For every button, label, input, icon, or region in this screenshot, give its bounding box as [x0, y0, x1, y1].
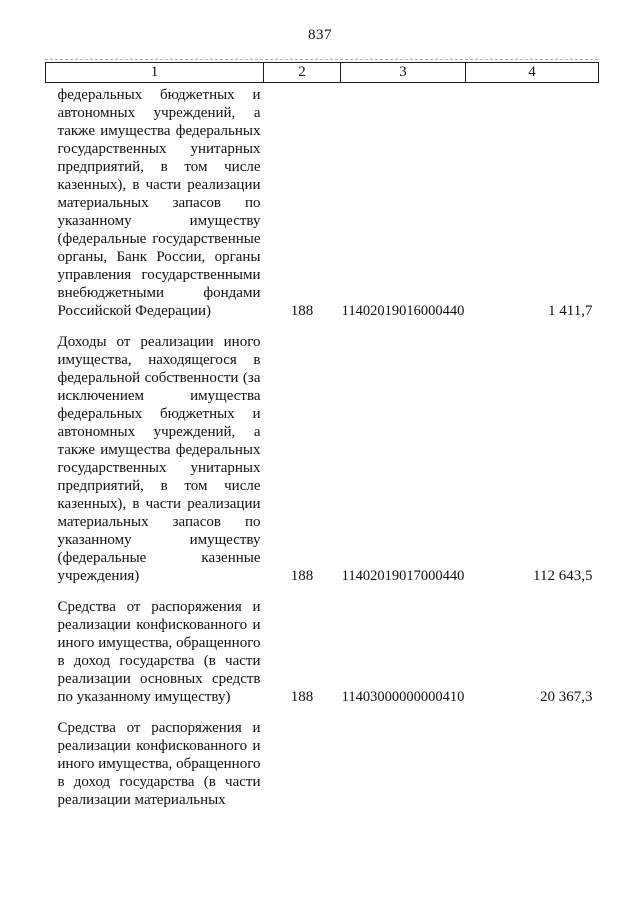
- column-header-1: 1: [46, 63, 264, 83]
- table-row: [46, 320, 599, 585]
- admin-code-cell: [264, 706, 341, 809]
- scan-artifact-line: [45, 59, 598, 60]
- revenue-name-cell: Средства от распоряжения и реализации конфискованного и иного имущества, обращенного в доход государства (в части реализации материальных: [57, 720, 261, 808]
- amount-cell: [466, 706, 599, 809]
- table-header-row: [46, 63, 599, 83]
- admin-code-cell: 188: [290, 689, 314, 705]
- amount-cell: 20 367,3: [540, 689, 593, 705]
- table-row: [46, 585, 599, 706]
- amount-cell: 112 643,5: [533, 568, 593, 584]
- classification-code-cell: 11403000000000410: [341, 689, 465, 705]
- page-number: 837: [308, 27, 332, 43]
- amount-cell: 1 411,7: [548, 303, 593, 319]
- classification-code-cell: 11402019017000440: [341, 568, 465, 584]
- table-row: [46, 706, 599, 809]
- revenue-name-cell: Средства от распоряжения и реализации конфискованного и иного имущества, обращенного в доход государства (в части реализации основных средств по указанному имуществу): [57, 599, 261, 705]
- revenue-name-cell: Доходы от реализации иного имущества, находящегося в федеральной собственности (за исключением имущества федеральных бюджетных и автономных учреждений, а также имущества федеральных государственных унитарных предприятий, в том числе казенных), в части реализации материальных запасов по указанному имуществу (федеральные казенные учреждения): [57, 334, 261, 584]
- revenue-name-cell: федеральных бюджетных и автономных учреждений, а также имущества федеральных государственных унитарных предприятий, в том числе казенных), в части реализации материальных запасов по указанному имуществу (федеральные государственные органы, Банк России, органы управления государственными внебюджетными фондами Российской Федерации): [57, 87, 261, 319]
- column-header-3: 3: [341, 63, 466, 83]
- column-header-2: 2: [264, 63, 341, 83]
- classification-code-cell: [341, 706, 466, 809]
- classification-code-cell: 11402019016000440: [341, 303, 465, 319]
- admin-code-cell: 188: [290, 303, 314, 319]
- admin-code-cell: 188: [290, 568, 314, 584]
- column-header-4: 4: [466, 63, 599, 83]
- table-row: [46, 83, 599, 321]
- budget-revenue-table: [45, 62, 599, 809]
